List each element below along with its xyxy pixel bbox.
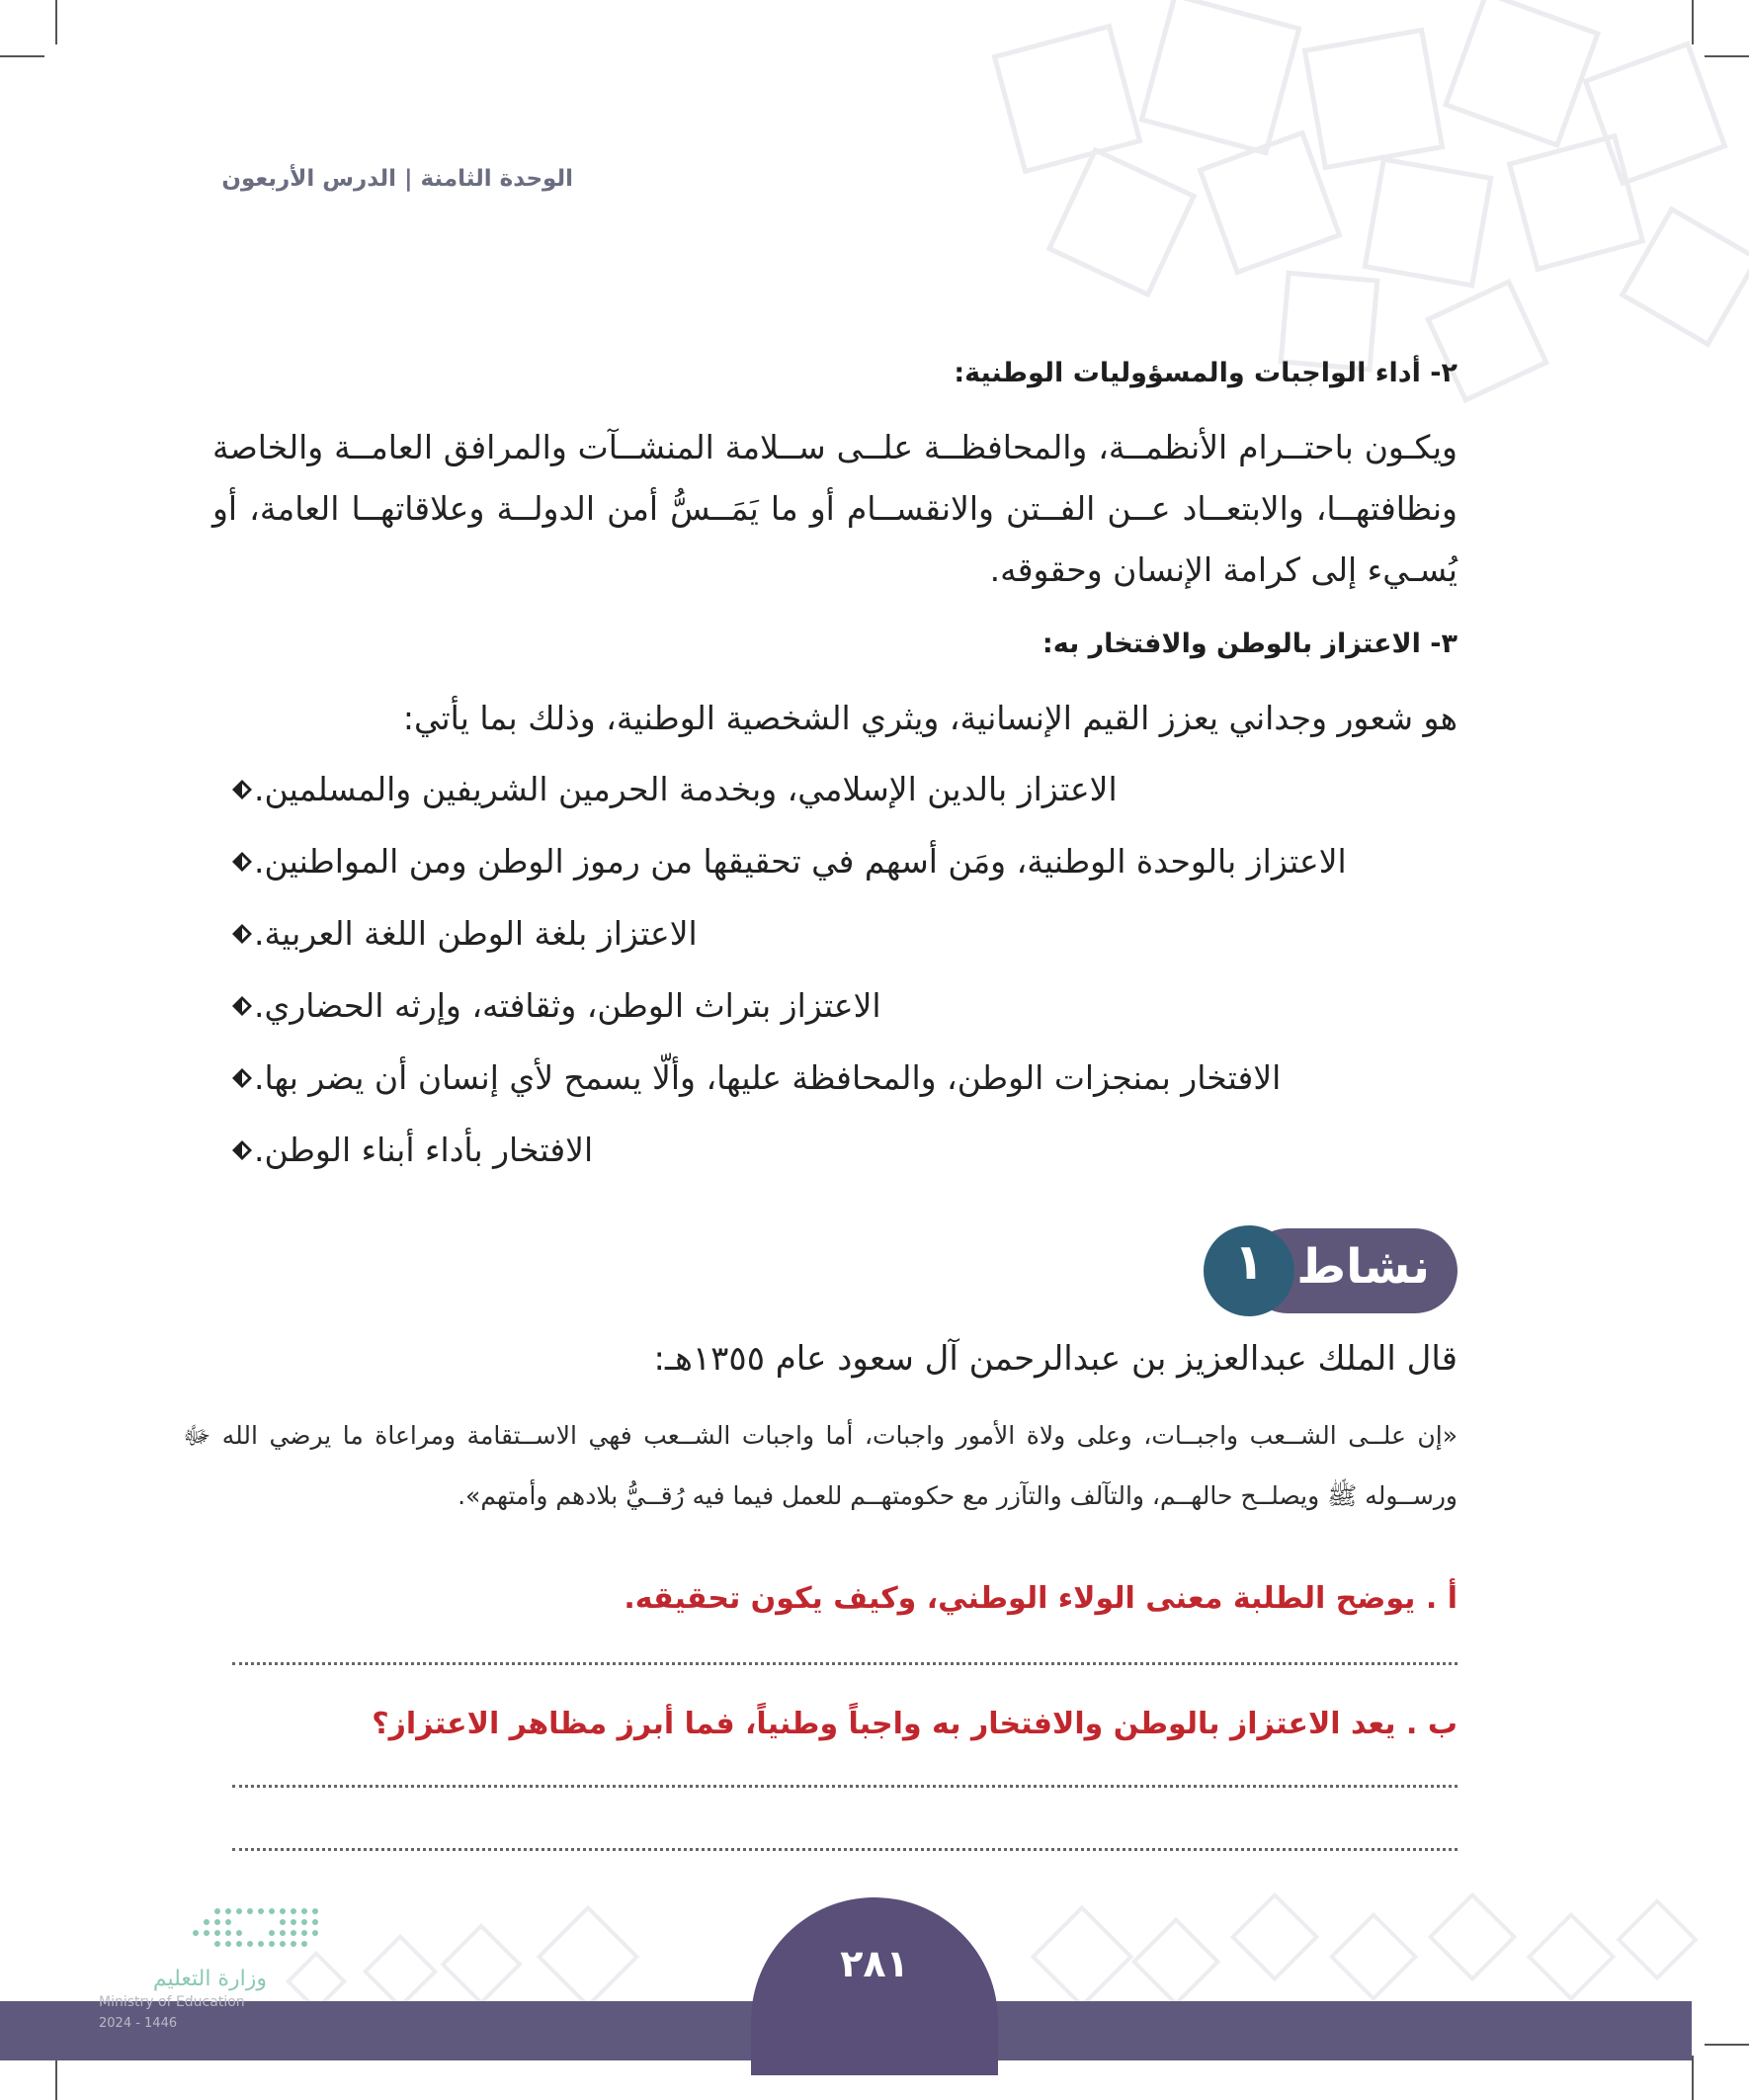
list-item xyxy=(212,969,1458,1042)
bullet-icon xyxy=(230,778,254,801)
list-item-text: الاعتزاز بالوحدة الوطنية، ومَن أسهم في تحقيقها من رموز الوطن ومن المواطنين. xyxy=(254,842,1347,881)
bullet-icon xyxy=(230,850,254,874)
activity-label: نشاط xyxy=(1296,1239,1430,1295)
answer-line-a[interactable] xyxy=(232,1662,1458,1665)
section-heading-pride: ٣- الاعتزاز بالوطن والافتخار به: xyxy=(1041,629,1458,659)
ministry-logo-text: وزارة التعليم xyxy=(152,1967,267,1991)
section-intro-pride: هو شعور وجداني يعزز القيم الإنسانية، ويثري الشخصية الوطنية، وذلك بما يأتي: xyxy=(402,699,1458,737)
list-item xyxy=(212,825,1458,897)
list-item xyxy=(212,753,1458,825)
list-item xyxy=(212,1114,1458,1186)
list-item xyxy=(212,897,1458,969)
list-item-text: الاعتزاز بالدين الإسلامي، وبخدمة الحرمين الشريفين والمسلمين. xyxy=(254,770,1118,808)
crop-mark xyxy=(55,0,57,44)
section-body-duties: ويكـون باحتــرام الأنظمــة، والمحافظــة علــى ســلامة المنشــآت والمرافق العامــة والخاصة ونظافتهــا، والابتعــاد عــن الفــتن والانقســام أو ما يَمَــسُّ أمن الدولــة وعلاقاتهــا العامة، أو يُسـيء إلى كرامة الإنسان وحقوقه. xyxy=(212,428,1458,589)
page-header-title: الوحدة الثامنة | الدرس الأربعون xyxy=(221,166,573,192)
bullet-icon xyxy=(230,922,254,946)
bullet-icon xyxy=(230,1138,254,1162)
list-item xyxy=(212,1042,1458,1114)
activity-intro: قال الملك عبدالعزيز بن عبدالرحمن آل سعود عام ١٣٥٥هـ: xyxy=(653,1339,1458,1379)
list-item-text: الاعتزاز بلغة الوطن اللغة العربية. xyxy=(254,914,698,953)
list-item-text: الافتخار بمنجزات الوطن، والمحافظة عليها، وألّا يسمح لأي إنسان أن يضر بها. xyxy=(254,1058,1282,1097)
question-b: ب . يعد الاعتزاز بالوطن والافتخار به واجباً وطنياً، فما أبرز مظاهر الاعتزاز؟ xyxy=(372,1707,1458,1741)
ministry-logo-subtext: Ministry of Education xyxy=(99,1994,245,2010)
page-number-tab xyxy=(751,1897,998,2075)
list-item-text: الاعتزاز بتراث الوطن، وثقافته، وإرثه الحضاري. xyxy=(254,986,881,1025)
bullet-icon xyxy=(230,994,254,1018)
page-number: ٢٨١ xyxy=(840,1942,909,1985)
crop-mark xyxy=(55,2056,57,2100)
crop-mark xyxy=(0,55,44,57)
ministry-logo-year: 2024 - 1446 xyxy=(99,2016,178,2031)
activity-badge xyxy=(934,1225,1458,1316)
king-quote: «إن علــى الشــعب واجبــات، وعلى ولاة الأمور واجبات، أما واجبات الشــعب فهي الاســتقامة ومراعاة ما يرضي الله ﷻ ورســوله ﷺ ويصلــح حالهــم، والتآلف والتآزر مع حكومتهــم للعمل فيما فيه رُقــيُّ بلادهم وأمتهم». xyxy=(183,1421,1458,1510)
crop-mark xyxy=(1692,2056,1694,2100)
crop-mark xyxy=(1705,55,1749,57)
question-a: أ . يوضح الطلبة معنى الولاء الوطني، وكيف يكون تحقيقه. xyxy=(624,1581,1458,1616)
list-item-text: الافتخار بأداء أبناء الوطن. xyxy=(254,1131,594,1169)
pride-list xyxy=(212,753,1458,1186)
answer-line-b2[interactable] xyxy=(232,1848,1458,1851)
crop-mark xyxy=(1705,2044,1749,2046)
activity-number: ١ xyxy=(1233,1233,1265,1291)
answer-line-b1[interactable] xyxy=(232,1785,1458,1788)
section-heading-duties: ٢- أداء الواجبات والمسؤوليات الوطنية: xyxy=(954,358,1458,388)
crop-mark xyxy=(1692,0,1694,44)
bullet-icon xyxy=(230,1066,254,1090)
